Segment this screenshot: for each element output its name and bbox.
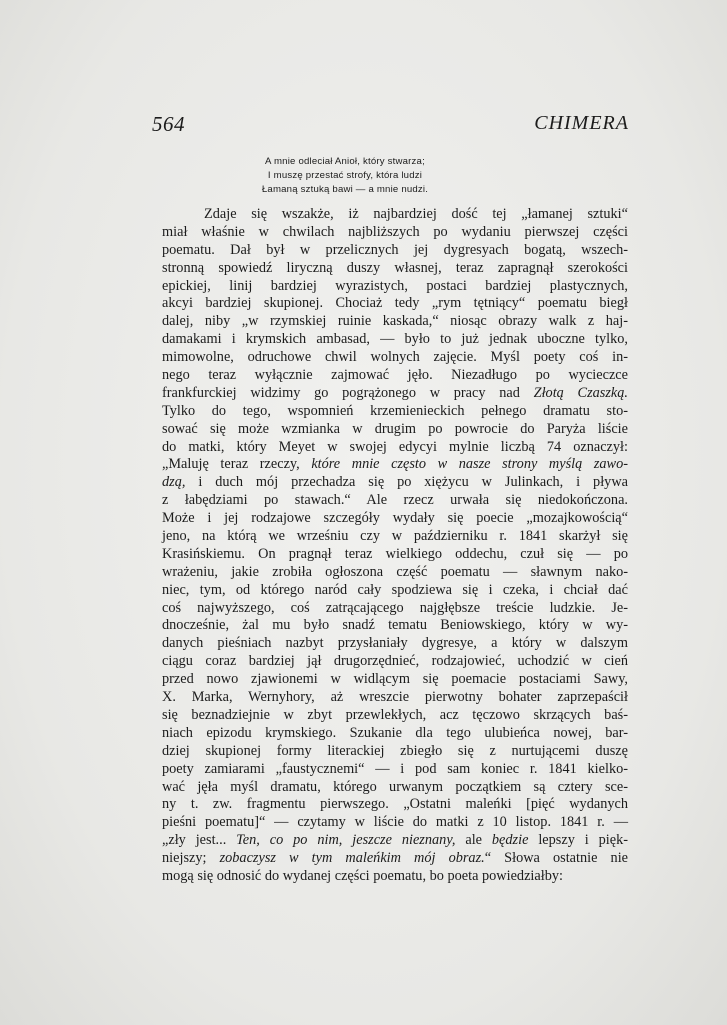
epigraph-line: Łamaną sztuką bawi — a mnie nudzi. bbox=[261, 184, 429, 195]
italic-quote: zobaczysz w tym maleńkim mój obraz. bbox=[219, 850, 485, 867]
text-line: Krasińskiemu. On pragnął teraz wielkiego oddechu, czuł się — po bbox=[162, 545, 628, 562]
text-line bbox=[162, 832, 628, 850]
text-line: nego teraz wyłącznie zajmować jęło. Niezadługo po wycieczce bbox=[162, 367, 628, 384]
text-line: poematu. Dał był w przelicznych jej dygresyach bogatą, wszech- bbox=[162, 241, 628, 258]
text-line: ny t. zw. fragmentu pierwszego. „Ostatni maleńki [pięć wydanych bbox=[162, 796, 628, 813]
epigraph bbox=[200, 155, 490, 197]
text-line: epickiej, linij bardziej wyrazistych, postaci bardziej plastycznych, bbox=[162, 277, 628, 294]
text-line bbox=[162, 850, 628, 868]
journal-title: CHIMERA bbox=[534, 112, 629, 134]
text-line: pieśni poematu]“ — czytamy w liście do matki z 10 listop. 1841 r. — bbox=[162, 814, 628, 831]
text-line: poety zamiarami „faustycznemi“ — i pod sam koniec r. 1841 kielko- bbox=[162, 760, 628, 777]
text-line: z łabędziami po stawach.“ Ale rzecz urwała się niedokończona. bbox=[162, 492, 628, 509]
text-line: mimowolne, odruchowe chwil wolnych zajęcie. Myśl poety coś in- bbox=[162, 349, 628, 366]
text-line: Zdaje się wszakże, iż najbardziej dość tej „łamanej sztuki“ bbox=[204, 206, 628, 222]
text-line: wrażeniu, jakie zrobiła ogłoszona część poematu — sławnym nako- bbox=[162, 563, 628, 580]
text-run: „Maluję teraz rzeczy, bbox=[162, 456, 312, 473]
text-run: “ Słowa ostatnie nie bbox=[484, 850, 629, 867]
text-line: akcyi bardziej skupionej. Chociaż tedy „rym tętniący“ poematu biegł bbox=[162, 295, 628, 312]
text-line: mogą się odnosić do wydanej części poematu, bo poeta powiedziałby: bbox=[162, 867, 563, 884]
text-line bbox=[162, 474, 628, 492]
text-run: lepszy i pięk- bbox=[528, 832, 628, 849]
text-line bbox=[162, 456, 628, 474]
page-number: 564 bbox=[152, 112, 185, 136]
italic-title: Złotą Czaszką. bbox=[533, 384, 628, 401]
text-line: Może i jej rodzajowe szczegóły wydały się poecie „mozajkowością“ bbox=[162, 510, 628, 527]
text-line: X. Marka, Wernyhory, aż wreszcie pierwotny bohater zaprzepaścił bbox=[162, 689, 628, 706]
italic-quote: Ten, co po nim, jeszcze nieznany, bbox=[236, 832, 456, 849]
text-line: dnocześnie, żal mu było snadź tematu Beniowskiego, który w wy- bbox=[162, 617, 628, 634]
text-run: ale bbox=[455, 832, 492, 849]
text-line: wać jęła myśl dramatu, którego urwanym początkiem są cztery sce- bbox=[162, 778, 628, 795]
text-line: niach epizodu krymskiego. Szukanie dla tego ulubieńca nowej, bar- bbox=[162, 724, 628, 741]
text-run: frankfurckiej widzimy go pogrążonego w pracy nad bbox=[162, 384, 534, 401]
text-line: dalej, niby „w rzymskiej ruinie kaskada,“ niosąc obrazy walk z haj- bbox=[162, 313, 628, 330]
text-line: sować się może wzmianka w drugim po powrocie do Paryża liście bbox=[162, 420, 628, 437]
text-line: jeno, na którą we wrześniu czy w październiku r. 1841 skarżył się bbox=[162, 528, 628, 545]
epigraph-line: A mnie odleciał Anioł, który stwarza; bbox=[265, 156, 425, 167]
text-run: i duch mój przechadza się po xiężycu w Julinkach, i pływa bbox=[185, 474, 628, 491]
text-line: damakami i krymskich ambasad, — było to już jednak uboczne tylko, bbox=[162, 331, 628, 348]
text-line: stronną spowiedź liryczną duszy własnej, teraz zapragnął szerokości bbox=[162, 259, 628, 276]
body-paragraph bbox=[162, 206, 628, 886]
text-line: dziej skupionej formy literackiej zbiegło się z nurtującemi duszę bbox=[162, 742, 628, 759]
text-run: „zły jest... bbox=[162, 832, 237, 849]
text-line bbox=[162, 385, 628, 403]
text-run: niejszy; bbox=[162, 850, 220, 867]
text-line: Tylko do tego, wspomnień krzemienieckich pełnego dramatu sto- bbox=[162, 402, 628, 419]
epigraph-line: I muszę przestać strofy, która ludzi bbox=[267, 170, 423, 181]
running-head bbox=[152, 112, 629, 142]
text-line: do matki, który Meyet w swojej edycyi mylnie liczbą 74 oznaczył: bbox=[162, 438, 628, 455]
text-line: się beznadziejnie w zbyt przewlekłych, acz tęczowo skrzących baś- bbox=[162, 706, 628, 723]
text-line: przed nowo zjawionemi w widlącym się poemacie postaciami Sawy, bbox=[162, 671, 628, 688]
italic-quote: które mnie często w nasze strony myślą zawo- bbox=[311, 456, 629, 473]
text-line: niec, tym, od którego naród cały spodziewa się i czeka, i chciał dać bbox=[162, 581, 628, 598]
italic-quote: dzą, bbox=[162, 474, 186, 491]
text-line: danych pieśniach nazbyt przysłaniały dygresye, a który w dalszym bbox=[162, 635, 628, 652]
italic-quote: będzie bbox=[491, 832, 529, 849]
text-line: ciągu coraz bardziej jął drugorzędnieć, rodzajowieć, uchodzić w cień bbox=[162, 653, 628, 670]
text-line: miał właśnie w chwilach najbliższych po wydaniu pierwszej części bbox=[162, 223, 628, 240]
text-line: coś najwyższego, coś zatrącającego najgłębsze treście ludzkie. Je- bbox=[162, 599, 628, 616]
